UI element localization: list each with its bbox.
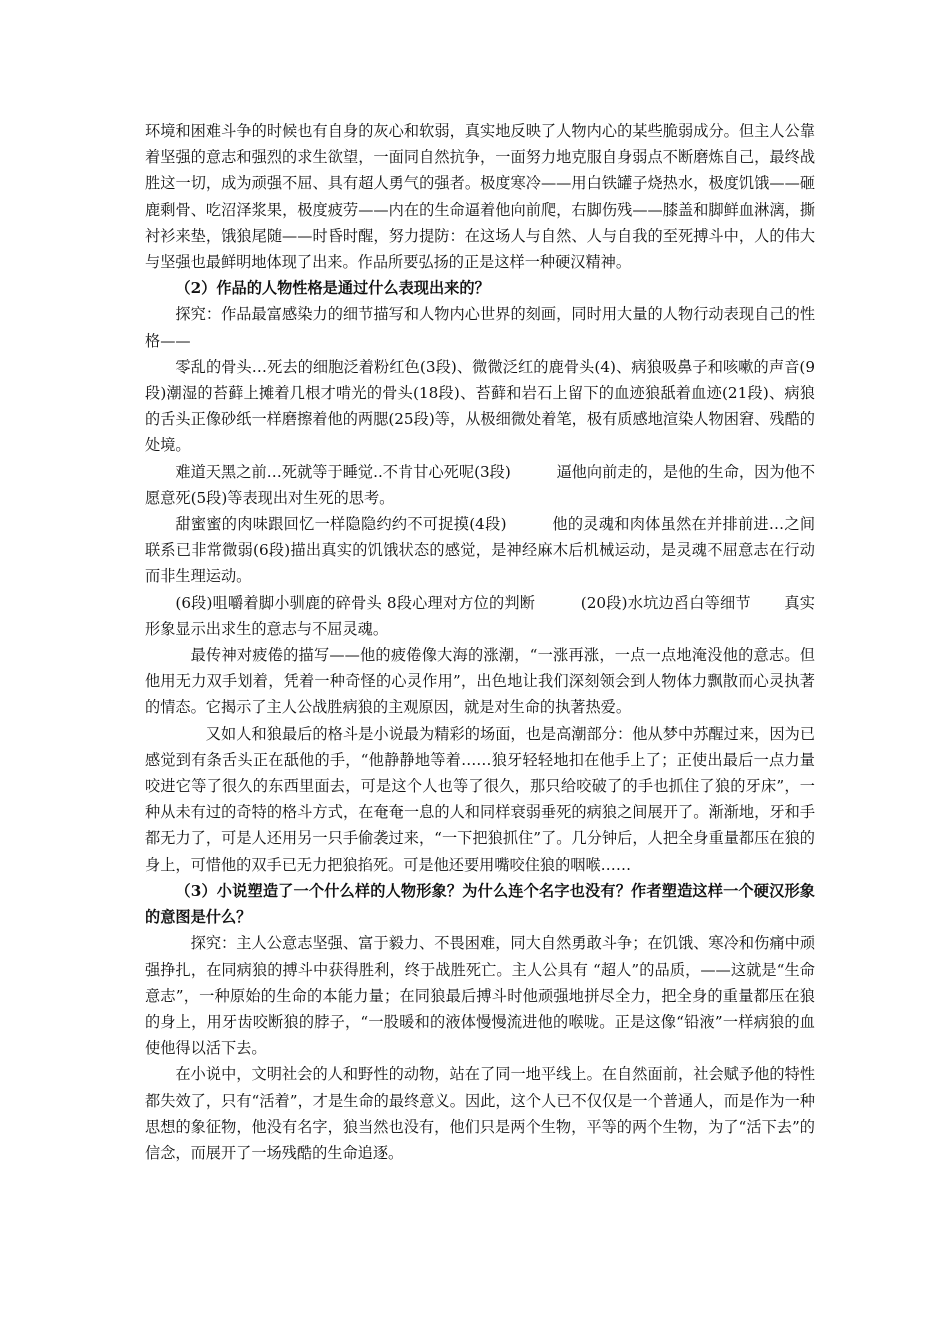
paragraph-fatigue: 最传神对疲倦的描写——他的疲倦像大海的涨潮，“一涨再涨，一点一点地淹没他的意志。但他用无力双手划着，凭着一种奇怪的心灵作用”，出色地让我们深刻领会到人物体力飘散而心灵执著的情态。它揭示了主人公战胜病狼的主观原因，就是对生命的执著热爱。 (145, 646, 815, 717)
commentary-fragment: 逼他向前走的，是他的生命，因为他不愿意死(5段)等表现出对生死的思考。 (145, 462, 816, 507)
quote-fragment: 甜蜜蜜的肉味跟回忆一样隐隐约约不可捉摸(4段) (175, 515, 507, 534)
commentary-fragment: 他的灵魂和肉体虽然在并排前进…之间联系已非常微弱(6段)描出真实的饥饿状态的感觉，是神经麻木后机械运动，是灵魂不屈意志在行动而非生理运动。 (145, 515, 816, 586)
question-3-heading: （3）小说塑造了一个什么样的人物形象？为什么连个名字也没有？作者塑造这样一个硬汉形象的意图是什么？ (145, 881, 815, 927)
paragraph-detail-examples: 零乱的骨头…死去的细胞泛着粉红色(3段)、微微泛红的鹿骨头(4)、病狼吸鼻子和咳嗽的声音(9段)潮湿的苔藓上摊着几根才啃光的骨头(18段)、苔藓和岩石上留下的血迹狼舐着血迹(21段)、病狼的舌头正像砂纸一样磨擦着他的两腮(25段)等，从极细微处着笔，极有质感地渲染人物困窘、残酷的处境。 (145, 357, 815, 455)
paragraph-conclusion: 在小说中，文明社会的人和野性的动物，站在了同一地平线上。在自然面前，社会赋予他的特性都失效了，只有“活着”，才是生命的最终意义。因此，这个人已不仅仅是一个普通人，而是作为一种思想的象征物，他没有名字，狼当然也没有，他们只是两个生物，平等的两个生物，为了“活下去”的信念，而展开了一场残酷的生命追逐。 (145, 1065, 815, 1162)
paragraph-hunger (145, 511, 815, 590)
document-page (145, 118, 815, 1166)
quote-fragment: (20段)水坑边舀白等细节 (580, 593, 751, 612)
paragraph-explore-2: 探究：作品最富感染力的细节描写和人物内心世界的刻画，同时用大量的人物行动表现自己的性格—— (145, 305, 815, 350)
paragraph-details-list (145, 590, 815, 642)
paragraph-final-fight: 又如人和狼最后的格斗是小说最为精彩的场面，也是高潮部分：他从梦中苏醒过来，因为已感觉到有条舌头正在舐他的手，“他静静地等着……狼牙轻轻地扣在他手上了；正使出最后一点力量咬进它等了很久的东西里面去，可是这个人也等了很久，那只给咬破了的手也抓住了狼的牙床”，一种从未有过的奇特的格斗方式，在奄奄一息的人和同样衰弱垂死的病狼之间展开了。渐渐地，牙和手都无力了，可是人还用另一只手偷袭过来，“一下把狼抓住”了。几分钟后，人把全身重量都压在狼的身上，可惜他的双手已无力把狼掐死。可是他还要用嘴咬住狼的咽喉…… (145, 724, 815, 874)
quote-fragment: (6段)咀嚼着脚小驯鹿的碎骨头 8段心理对方位的判断 (175, 593, 536, 612)
paragraph-explore-3: 探究：主人公意志坚强、富于毅力、不畏困难，同大自然勇敢斗争；在饥饿、寒冷和伤痛中顽强挣扎，在同病狼的搏斗中获得胜利，终于战胜死亡。主人公具有 “超人”的品质，——这就是“生命意志”，一种原始的生命的本能力量；在同狼最后搏斗时他顽强地拼尽全力，把全身的重量都压在狼的身上，用牙齿咬断狼的脖子，“一股暖和的液体慢慢流进他的喉咙。正是这像“铅液”一样病狼的血使他得以活下去。 (145, 934, 815, 1058)
commentary-fragment: 真实形象显示出求生的意志与不屈灵魂。 (145, 593, 815, 638)
quote-fragment: 难道天黑之前…死就等于睡觉..不肯甘心死呢(3段) (175, 462, 511, 481)
paragraph-hardman-spirit: 环境和困难斗争的时候也有自身的灰心和软弱，真实地反映了人物内心的某些脆弱成分。但主人公靠着坚强的意志和强烈的求生欲望，一面同自然抗争，一面努力地克服自身弱点不断磨炼自己，最终战胜这一切，成为顽强不屈、具有超人勇气的强者。极度寒冷——用白铁罐子烧热水，极度饥饿——砸鹿剩骨、吃沼泽浆果，极度疲劳——内在的生命逼着他向前爬，右脚伤残——膝盖和脚鲜血淋漓，撕衬衫来垫，饿狼尾随——时昏时醒，努力提防：在这场人与自然、人与自我的至死搏斗中，人的伟大与坚强也最鲜明地体现了出来。作品所要弘扬的正是这样一种硬汉精神。 (145, 122, 815, 272)
paragraph-life-death (145, 459, 815, 511)
question-2-heading: （2）作品的人物性格是通过什么表现出来的？ (175, 279, 490, 298)
